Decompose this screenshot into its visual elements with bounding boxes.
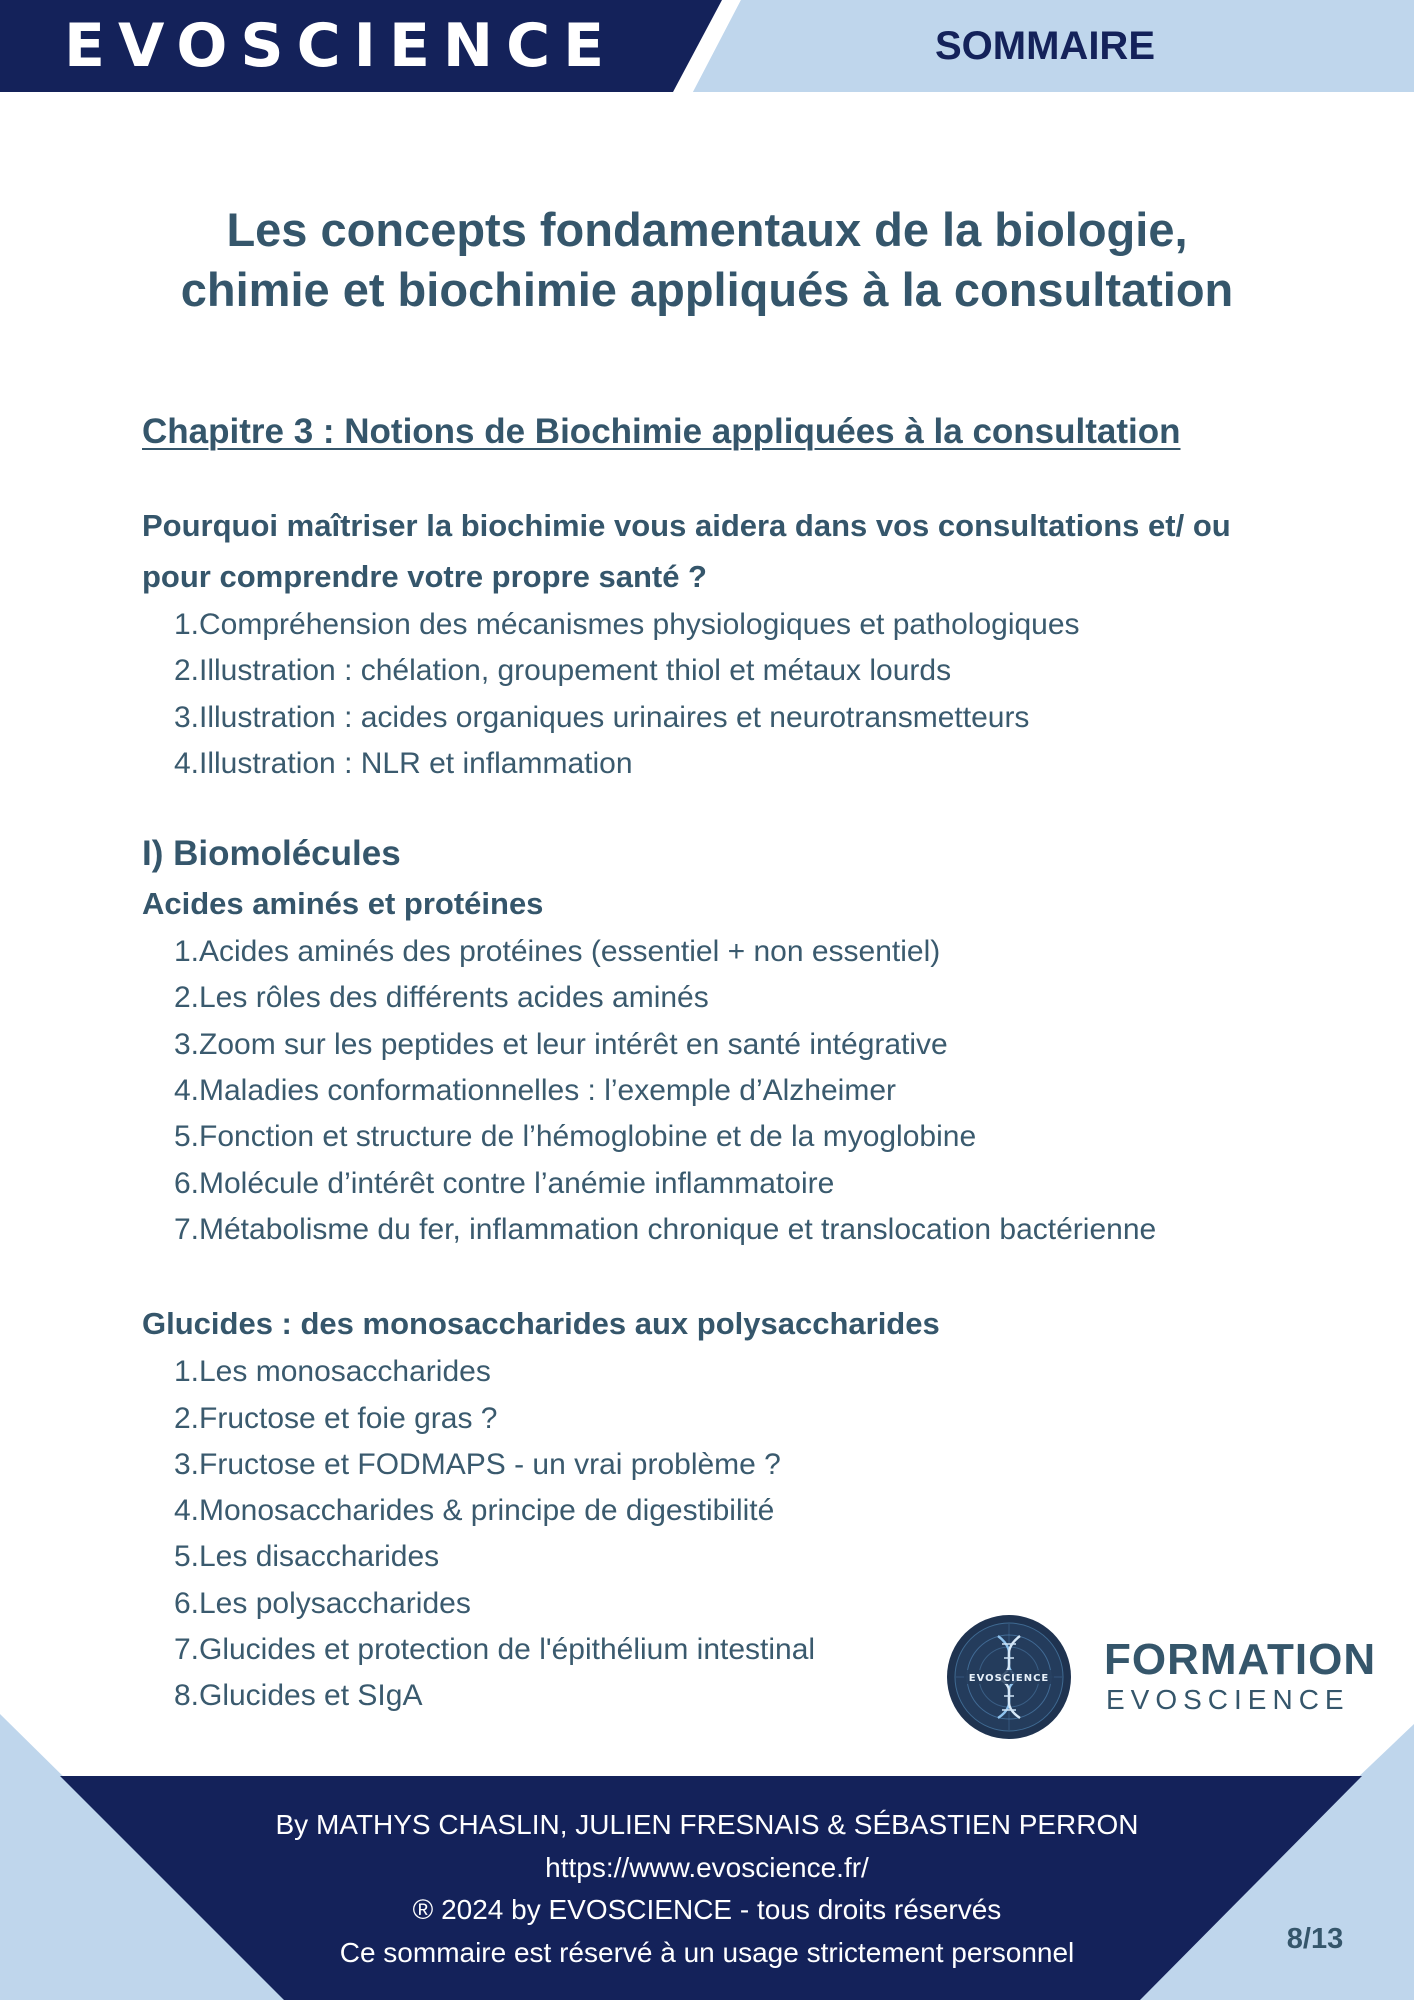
chapter-heading: Chapitre 3 : Notions de Biochimie appliquées à la consultation xyxy=(142,412,1181,451)
list-item xyxy=(142,1488,1322,1534)
list-item-text: Fructose et foie gras ? xyxy=(199,1401,498,1435)
list-item-number: 1. xyxy=(173,1355,199,1389)
document-title-line-2: chimie et biochimie appliqués à la consultation xyxy=(180,263,1234,316)
list-item xyxy=(142,1534,1322,1580)
list-item xyxy=(142,1442,1322,1488)
list-item-text: Fructose et FODMAPS - un vrai problème ? xyxy=(199,1447,781,1481)
list-item-text: Maladies conformationnelles : l’exemple d’Alzheimer xyxy=(199,1074,896,1108)
list-item-number: 7. xyxy=(173,1212,199,1246)
list-item-text: Glucides et SIgA xyxy=(199,1679,423,1713)
list-item-text: Molécule d’intérêt contre l’anémie inflammatoire xyxy=(199,1166,835,1200)
list-item-text: Les monosaccharides xyxy=(199,1355,491,1389)
header-band xyxy=(0,0,1414,92)
amino-acids-list xyxy=(142,929,1322,1253)
list-item-text: Métabolisme du fer, inflammation chronique et translocation bactérienne xyxy=(199,1212,1157,1246)
list-item-number: 1. xyxy=(173,935,199,969)
logo-word-formation: FORMATION xyxy=(1104,1635,1377,1684)
list-item-text: Illustration : NLR et inflammation xyxy=(199,746,633,780)
document-title-line-1: Les concepts fondamentaux de la biologie, xyxy=(226,203,1188,256)
list-item-number: 7. xyxy=(173,1633,199,1667)
list-item xyxy=(142,1207,1322,1253)
list-item xyxy=(142,602,1322,648)
list-item-text: Acides aminés des protéines (essentiel + non essentiel) xyxy=(199,935,941,969)
footer-notice: Ce sommaire est réservé à un usage strictement personnel xyxy=(339,1936,1075,1968)
list-item-number: 2. xyxy=(173,654,199,688)
list-item-number: 4. xyxy=(173,746,199,780)
header-section-label: SOMMAIRE xyxy=(935,24,1155,68)
badge-text: EVOSCIENCE xyxy=(968,1673,1050,1684)
list-item-text: Compréhension des mécanismes physiologiques et pathologiques xyxy=(199,608,1080,641)
list-item-text: Illustration : chélation, groupement thiol et métaux lourds xyxy=(199,654,952,688)
list-item xyxy=(142,648,1322,694)
list-item-number: 4. xyxy=(173,1074,199,1108)
list-item-text: Les polysaccharides xyxy=(199,1586,471,1620)
list-item xyxy=(142,1022,1322,1068)
list-item xyxy=(142,1396,1322,1442)
table-of-contents xyxy=(142,408,1322,1720)
list-item-number: 3. xyxy=(173,1447,199,1481)
list-item-number: 2. xyxy=(173,981,199,1015)
list-item xyxy=(142,1068,1322,1114)
subsection-heading-glucides: Glucides : des monosaccharides aux polysaccharides xyxy=(142,1306,940,1342)
footer-copyright: ® 2024 by EVOSCIENCE - tous droits réservés xyxy=(412,1894,1002,1925)
list-item-number: 6. xyxy=(173,1586,199,1620)
list-item-text: Illustration : acides organiques urinaires et neurotransmetteurs xyxy=(199,700,1030,734)
intro-question-heading: Pourquoi maîtriser la biochimie vous aidera dans vos consultations et/ ou pour comprendre votre propre santé ? xyxy=(142,508,1231,594)
list-item-text: Les disaccharides xyxy=(199,1540,440,1574)
list-item-number: 3. xyxy=(173,1027,199,1061)
list-item xyxy=(142,741,1322,787)
brand-wordmark: EVOSCIENCE xyxy=(64,11,618,81)
intro-list xyxy=(142,602,1322,787)
list-item-text: Zoom sur les peptides et leur intérêt en santé intégrative xyxy=(199,1027,948,1061)
list-item xyxy=(142,1161,1322,1207)
list-item-number: 8. xyxy=(173,1679,199,1713)
list-item xyxy=(142,1114,1322,1160)
list-item-number: 5. xyxy=(173,1120,199,1154)
footer-band xyxy=(0,1714,1414,2000)
list-item-text: Fonction et structure de l’hémoglobine et de la myoglobine xyxy=(199,1120,977,1154)
footer-authors: By MATHYS CHASLIN, JULIEN FRESNAIS & SÉBASTIEN PERRON xyxy=(275,1809,1139,1840)
subsection-heading-amino-acids: Acides aminés et protéines xyxy=(142,886,544,922)
list-item-number: 5. xyxy=(173,1540,199,1574)
list-item-number: 1. xyxy=(173,608,199,641)
list-item-number: 4. xyxy=(173,1494,199,1528)
list-item xyxy=(142,695,1322,741)
page-number: 8/13 xyxy=(1286,1923,1344,1955)
footer-credits xyxy=(200,1804,1214,1974)
list-item xyxy=(142,929,1322,975)
document-title xyxy=(110,200,1304,320)
list-item xyxy=(142,1349,1322,1395)
section-heading-biomolecules: I) Biomolécules xyxy=(142,834,401,874)
footer-url-link[interactable]: https://www.evoscience.fr/ xyxy=(545,1851,869,1883)
list-item xyxy=(142,975,1322,1021)
list-item-text: Les rôles des différents acides aminés xyxy=(199,981,709,1015)
list-item-text: Glucides et protection de l'épithélium intestinal xyxy=(199,1633,816,1667)
list-item-number: 2. xyxy=(173,1401,199,1435)
list-item-text: Monosaccharides & principe de digestibilité xyxy=(199,1494,775,1528)
list-item-number: 6. xyxy=(173,1166,199,1200)
list-item-number: 3. xyxy=(173,700,199,734)
logo-word-evoscience: EVOSCIENCE xyxy=(1106,1684,1350,1715)
